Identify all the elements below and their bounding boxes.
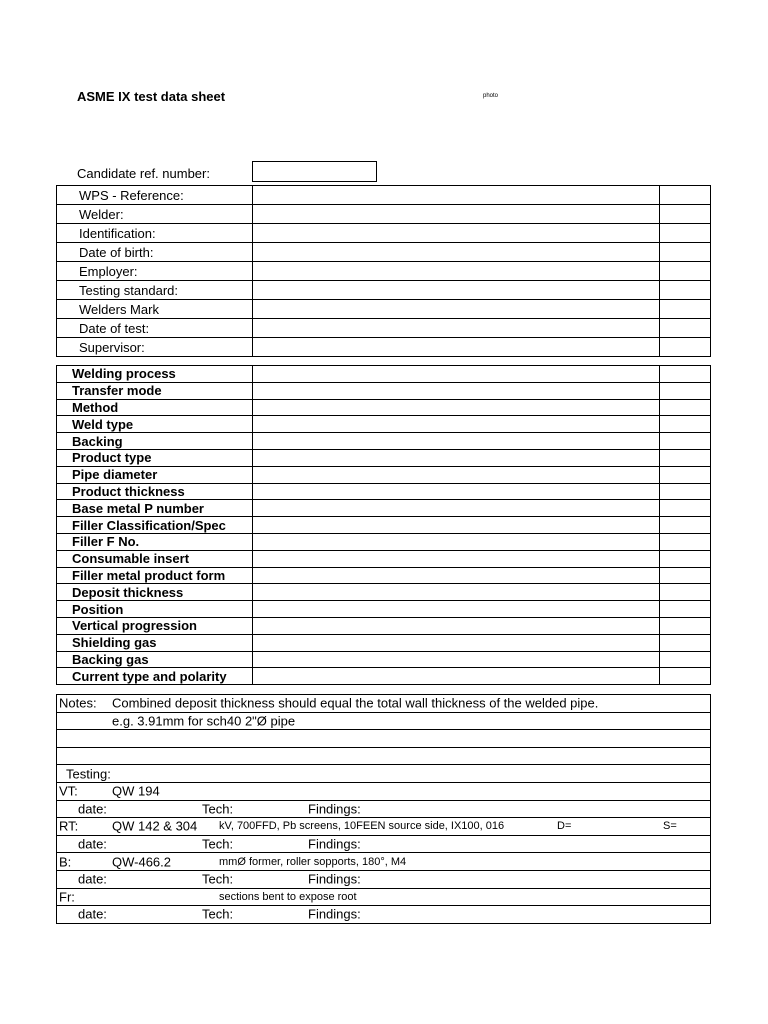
variable-row-extra[interactable] bbox=[660, 567, 711, 584]
variable-row-extra[interactable] bbox=[660, 416, 711, 433]
vt-row bbox=[57, 782, 711, 800]
variable-row-extra[interactable] bbox=[660, 366, 711, 383]
date-label: date: bbox=[78, 906, 107, 922]
vt-ref: QW 194 bbox=[112, 783, 160, 799]
rt-detail: kV, 700FFD, Pb screens, 10FEEN source side, IX100, 016 bbox=[219, 820, 505, 833]
tech-label: Tech: bbox=[202, 801, 234, 817]
welding-variables-table bbox=[56, 365, 711, 685]
personal-field-row-extra[interactable] bbox=[660, 186, 711, 205]
personal-field-row-extra[interactable] bbox=[660, 338, 711, 357]
variable-row-label: Consumable insert bbox=[57, 550, 253, 567]
variable-row-label: Shielding gas bbox=[57, 634, 253, 651]
variable-row-value[interactable] bbox=[253, 366, 660, 383]
findings-label: Findings: bbox=[308, 836, 361, 852]
variable-row bbox=[57, 651, 711, 668]
vt-code: VT: bbox=[59, 783, 78, 799]
date-label: date: bbox=[78, 836, 107, 852]
personal-field-row bbox=[57, 338, 711, 357]
personal-field-row-value[interactable] bbox=[253, 243, 660, 262]
personal-field-row-label: Welders Mark bbox=[57, 300, 253, 319]
bend-detail: mmØ former, roller sopports, 180°, M4 bbox=[219, 855, 407, 868]
variable-row-extra[interactable] bbox=[660, 533, 711, 550]
variable-row-extra[interactable] bbox=[660, 617, 711, 634]
notes-row bbox=[57, 712, 711, 730]
variable-row-label: Pipe diameter bbox=[57, 466, 253, 483]
variable-row-extra[interactable] bbox=[660, 483, 711, 500]
variable-row bbox=[57, 517, 711, 534]
personal-field-row-extra[interactable] bbox=[660, 205, 711, 224]
findings-label: Findings: bbox=[308, 906, 361, 922]
variable-row-value[interactable] bbox=[253, 567, 660, 584]
date-label: date: bbox=[78, 871, 107, 887]
personal-field-row bbox=[57, 281, 711, 300]
fracture-row bbox=[57, 888, 711, 906]
variable-row-value[interactable] bbox=[253, 601, 660, 618]
personal-field-row-extra[interactable] bbox=[660, 281, 711, 300]
bend-ref: QW-466.2 bbox=[112, 854, 172, 870]
personal-field-row-extra[interactable] bbox=[660, 319, 711, 338]
variable-row bbox=[57, 382, 711, 399]
variable-row bbox=[57, 584, 711, 601]
variable-row bbox=[57, 533, 711, 550]
variable-row-value[interactable] bbox=[253, 668, 660, 685]
variable-row-value[interactable] bbox=[253, 466, 660, 483]
notes-line-1: Combined deposit thickness should equal the total wall thickness of the welded pipe. bbox=[112, 695, 599, 711]
variable-row-label: Vertical progression bbox=[57, 617, 253, 634]
variable-row bbox=[57, 500, 711, 517]
variable-row-value[interactable] bbox=[253, 550, 660, 567]
variable-row bbox=[57, 433, 711, 450]
variable-row-label: Weld type bbox=[57, 416, 253, 433]
personal-field-row-extra[interactable] bbox=[660, 262, 711, 281]
variable-row bbox=[57, 483, 711, 500]
variable-row-label: Backing gas bbox=[57, 651, 253, 668]
fracture-date-row[interactable] bbox=[57, 906, 711, 924]
variable-row bbox=[57, 601, 711, 618]
testing-header-row bbox=[57, 765, 711, 783]
variable-row bbox=[57, 366, 711, 383]
variable-row-extra[interactable] bbox=[660, 466, 711, 483]
personal-field-row-extra[interactable] bbox=[660, 300, 711, 319]
rt-row bbox=[57, 818, 711, 836]
personal-field-row-label: Date of birth: bbox=[57, 243, 253, 262]
page-title: ASME IX test data sheet bbox=[77, 89, 226, 104]
personal-field-row bbox=[57, 224, 711, 243]
personal-field-row-value[interactable] bbox=[253, 224, 660, 243]
variable-row-extra[interactable] bbox=[660, 584, 711, 601]
variable-row-label: Transfer mode bbox=[57, 382, 253, 399]
personal-field-row-value[interactable] bbox=[253, 300, 660, 319]
variable-row bbox=[57, 668, 711, 685]
variable-row-extra[interactable] bbox=[660, 550, 711, 567]
variable-row-extra[interactable] bbox=[660, 449, 711, 466]
rt-ref: QW 142 & 304 bbox=[112, 818, 198, 834]
variable-row-value[interactable] bbox=[253, 517, 660, 534]
variable-row-label: Backing bbox=[57, 433, 253, 450]
fracture-detail: sections bent to expose root bbox=[219, 890, 357, 903]
notes-label: Notes: bbox=[59, 695, 97, 711]
variable-row-extra[interactable] bbox=[660, 399, 711, 416]
tech-label: Tech: bbox=[202, 836, 234, 852]
candidate-ref-label: Candidate ref. number: bbox=[77, 166, 210, 181]
personal-details-table bbox=[56, 185, 711, 357]
variable-row-value[interactable] bbox=[253, 634, 660, 651]
findings-label: Findings: bbox=[308, 801, 361, 817]
variable-row-label: Method bbox=[57, 399, 253, 416]
blank-row[interactable] bbox=[57, 747, 711, 765]
personal-field-row-extra[interactable] bbox=[660, 224, 711, 243]
variable-row-extra[interactable] bbox=[660, 433, 711, 450]
variable-row-label: Current type and polarity bbox=[57, 668, 253, 685]
personal-field-row bbox=[57, 205, 711, 224]
variable-row bbox=[57, 466, 711, 483]
personal-field-row bbox=[57, 186, 711, 205]
notes-line-2: e.g. 3.91mm for sch40 2"Ø pipe bbox=[112, 713, 296, 729]
variable-row-value[interactable] bbox=[253, 533, 660, 550]
variable-row-label: Product thickness bbox=[57, 483, 253, 500]
vt-date-row[interactable] bbox=[57, 800, 711, 818]
variable-row-extra[interactable] bbox=[660, 634, 711, 651]
personal-field-row bbox=[57, 262, 711, 281]
variable-row-value[interactable] bbox=[253, 449, 660, 466]
bend-code: B: bbox=[59, 854, 72, 870]
personal-field-row bbox=[57, 300, 711, 319]
rt-date-row[interactable] bbox=[57, 835, 711, 853]
variable-row-extra[interactable] bbox=[660, 500, 711, 517]
variable-row-label: Base metal P number bbox=[57, 500, 253, 517]
notes-row bbox=[57, 695, 711, 713]
personal-field-row-label: Welder: bbox=[57, 205, 253, 224]
variable-row-label: Filler Classification/Spec bbox=[57, 517, 253, 534]
variable-row-label: Position bbox=[57, 601, 253, 618]
personal-field-row-extra[interactable] bbox=[660, 243, 711, 262]
notes-testing-table bbox=[56, 694, 711, 924]
tech-label: Tech: bbox=[202, 906, 234, 922]
photo-placeholder-label: photo bbox=[483, 93, 499, 99]
variable-row bbox=[57, 550, 711, 567]
variable-row-extra[interactable] bbox=[660, 668, 711, 685]
variable-row bbox=[57, 634, 711, 651]
variable-row bbox=[57, 567, 711, 584]
personal-field-row-value[interactable] bbox=[253, 338, 660, 357]
bend-date-row[interactable] bbox=[57, 870, 711, 888]
variable-row-value[interactable] bbox=[253, 416, 660, 433]
variable-row-value[interactable] bbox=[253, 382, 660, 399]
variable-row-label: Welding process bbox=[57, 366, 253, 383]
personal-field-row-label: Employer: bbox=[57, 262, 253, 281]
rt-d-label: D= bbox=[557, 820, 572, 833]
rt-code: RT: bbox=[59, 818, 79, 834]
personal-field-row-label: Testing standard: bbox=[57, 281, 253, 300]
variable-row-value[interactable] bbox=[253, 433, 660, 450]
candidate-ref-field[interactable] bbox=[252, 161, 377, 182]
variable-row-value[interactable] bbox=[253, 500, 660, 517]
testing-label: Testing: bbox=[66, 766, 111, 782]
variable-row bbox=[57, 617, 711, 634]
bend-row bbox=[57, 853, 711, 871]
blank-row[interactable] bbox=[57, 730, 711, 748]
rt-s-label: S= bbox=[663, 820, 677, 833]
personal-field-row-label: WPS - Reference: bbox=[57, 186, 253, 205]
variable-row-extra[interactable] bbox=[660, 601, 711, 618]
tech-label: Tech: bbox=[202, 871, 234, 887]
variable-row-extra[interactable] bbox=[660, 382, 711, 399]
variable-row-value[interactable] bbox=[253, 399, 660, 416]
variable-row-value[interactable] bbox=[253, 483, 660, 500]
variable-row-value[interactable] bbox=[253, 651, 660, 668]
personal-field-row-label: Identification: bbox=[57, 224, 253, 243]
variable-row bbox=[57, 416, 711, 433]
variable-row-extra[interactable] bbox=[660, 651, 711, 668]
personal-field-row-value[interactable] bbox=[253, 205, 660, 224]
variable-row-value[interactable] bbox=[253, 617, 660, 634]
personal-field-row bbox=[57, 319, 711, 338]
variable-row-label: Product type bbox=[57, 449, 253, 466]
personal-field-row-value[interactable] bbox=[253, 262, 660, 281]
personal-field-row-value[interactable] bbox=[253, 281, 660, 300]
variable-row-extra[interactable] bbox=[660, 517, 711, 534]
personal-field-row-label: Supervisor: bbox=[57, 338, 253, 357]
personal-field-row-label: Date of test: bbox=[57, 319, 253, 338]
variable-row-label: Deposit thickness bbox=[57, 584, 253, 601]
fracture-code: Fr: bbox=[59, 889, 75, 905]
personal-field-row bbox=[57, 243, 711, 262]
personal-field-row-value[interactable] bbox=[253, 319, 660, 338]
date-label: date: bbox=[78, 801, 107, 817]
personal-field-row-value[interactable] bbox=[253, 186, 660, 205]
variable-row-label: Filler F No. bbox=[57, 533, 253, 550]
findings-label: Findings: bbox=[308, 871, 361, 887]
variable-row-label: Filler metal product form bbox=[57, 567, 253, 584]
variable-row-value[interactable] bbox=[253, 584, 660, 601]
variable-row bbox=[57, 449, 711, 466]
variable-row bbox=[57, 399, 711, 416]
